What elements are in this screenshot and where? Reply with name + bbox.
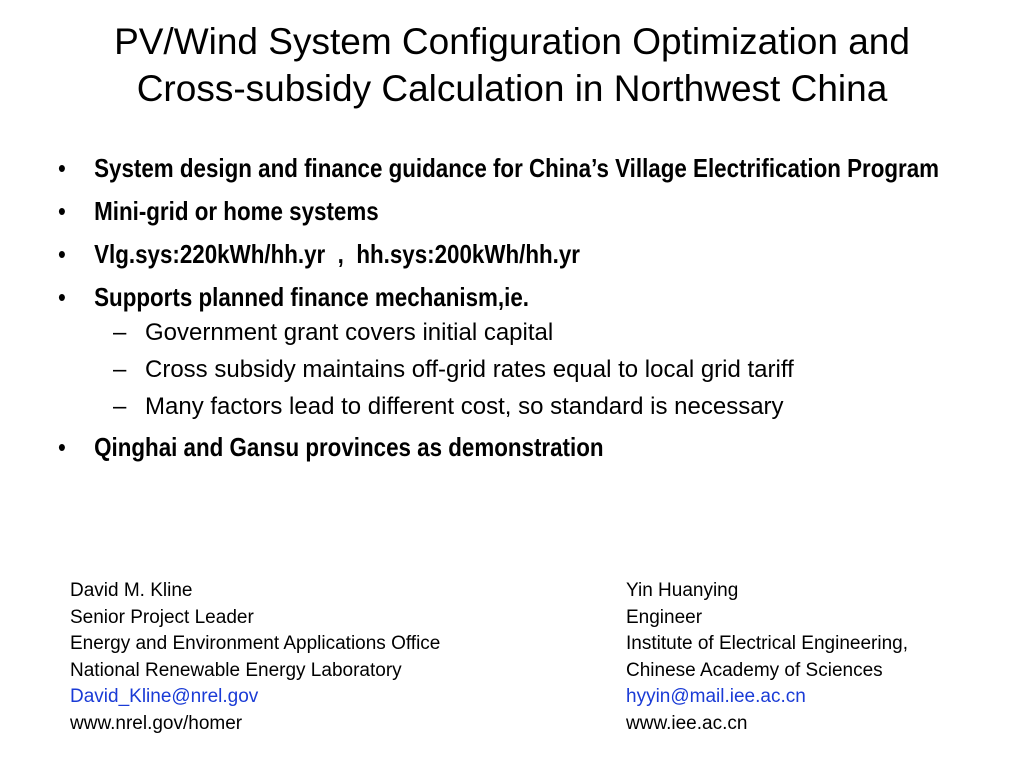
contact-organization: National Renewable Energy Laboratory — [70, 659, 402, 681]
bullet-icon: • — [58, 153, 66, 183]
contact-role: Engineer — [626, 606, 703, 628]
contact-office: Institute of Electrical Engineering, — [626, 633, 908, 654]
bullet-item — [58, 150, 997, 187]
bullet-item — [58, 279, 997, 316]
bullet-icon: • — [58, 282, 66, 312]
bullet-item — [58, 193, 997, 230]
bullet-item — [58, 429, 997, 466]
dash-icon: – — [113, 319, 127, 346]
sub-bullet-text: Cross subsidy maintains off-grid rates equal to local grid tariff — [145, 356, 794, 383]
dash-icon: – — [113, 393, 127, 420]
bullet-text: Mini-grid or home systems — [94, 196, 379, 226]
contact-organization: Chinese Academy of Sciences — [626, 659, 883, 681]
contact-role: Senior Project Leader — [70, 606, 254, 628]
bullet-icon: • — [58, 432, 66, 462]
sub-bullet-item — [58, 318, 978, 348]
contact-name: Yin Huanying — [626, 580, 739, 601]
bullet-item — [58, 236, 997, 273]
bullet-text: Vlg.sys:220kWh/hh.yr , hh.sys:200kWh/hh.yr — [94, 239, 580, 269]
bullet-text: System design and finance guidance for China’s Village Electrification Program — [94, 153, 940, 183]
sub-bullet-text: Government grant covers initial capital — [145, 319, 554, 346]
contact-email-link[interactable]: David_Kline@nrel.gov — [70, 686, 259, 707]
contact-block-iee — [626, 578, 908, 737]
contact-website: www.iee.ac.cn — [626, 712, 748, 734]
bullet-text: Qinghai and Gansu provinces as demonstration — [94, 432, 604, 462]
title-line-2: Cross-subsidy Calculation in Northwest China — [136, 68, 888, 109]
contact-name: David M. Kline — [70, 580, 193, 601]
sub-bullet-text: Many factors lead to different cost, so standard is necessary — [145, 393, 784, 420]
sub-bullet-item — [58, 355, 978, 385]
bullet-icon: • — [58, 239, 66, 269]
bullet-list — [58, 150, 978, 472]
contact-website: www.nrel.gov/homer — [70, 712, 243, 734]
bullet-text: Supports planned finance mechanism,ie. — [94, 282, 529, 312]
contact-block-nrel — [70, 578, 440, 737]
contact-email-link[interactable]: hyyin@mail.iee.ac.cn — [626, 686, 806, 707]
slide-title — [0, 18, 1024, 112]
contact-office: Energy and Environment Applications Office — [70, 633, 441, 654]
dash-icon: – — [113, 356, 127, 383]
sub-bullet-item — [58, 392, 978, 422]
title-line-1: PV/Wind System Configuration Optimization and — [114, 21, 910, 62]
bullet-icon: • — [58, 196, 66, 226]
